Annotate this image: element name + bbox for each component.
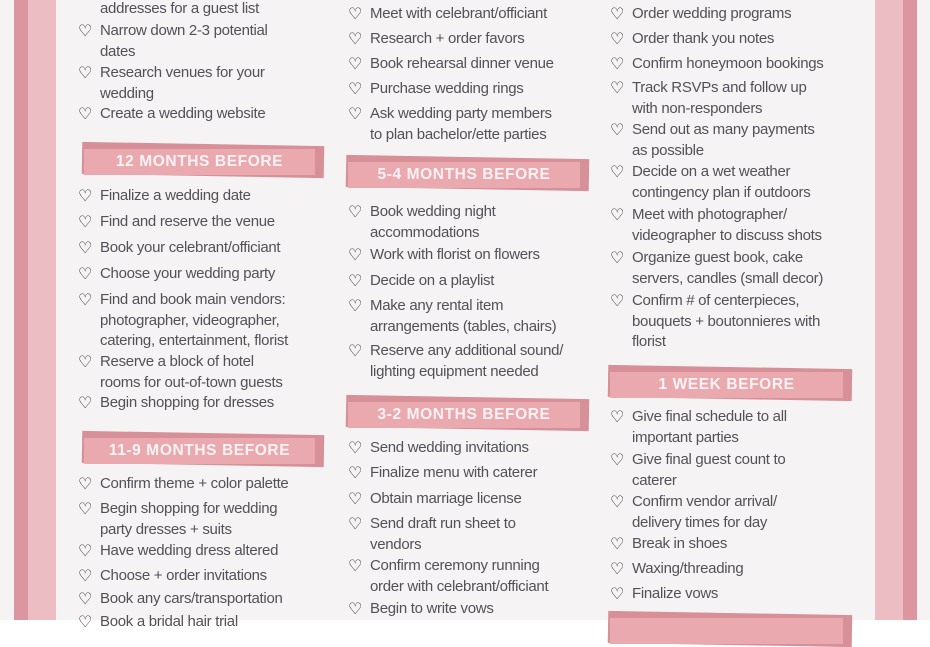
- item-text: [370, 79, 524, 100]
- right-border-light-stripe: [875, 0, 903, 620]
- item-text: [100, 589, 283, 610]
- item-text: [370, 29, 524, 50]
- item-text: [370, 271, 494, 292]
- section-header-label: 5-4 MONTHS BEFORE: [377, 166, 551, 183]
- heart-bullet-icon: ♡: [78, 63, 93, 82]
- left-border-dark-stripe: [14, 0, 28, 620]
- item-text-line: dates: [100, 42, 136, 60]
- item-text-line: Begin shopping for wedding: [100, 500, 278, 517]
- item-text-line: Create a wedding website: [100, 105, 266, 122]
- item-text-line: Track RSVPs and follow up: [632, 79, 807, 96]
- item-text-line: Order thank you notes: [632, 30, 775, 47]
- item-text: [100, 21, 268, 62]
- item-text-line: Obtain marriage license: [370, 490, 522, 507]
- heart-bullet-icon: ♡: [348, 438, 363, 457]
- item-text-line: Choose your wedding party: [100, 265, 276, 282]
- heart-bullet-icon: ♡: [78, 21, 93, 40]
- item-text-line: contingency plan if outdoors: [632, 183, 811, 201]
- heart-bullet-icon: ♡: [610, 29, 625, 48]
- section-header: [348, 162, 580, 188]
- heart-bullet-icon: ♡: [610, 492, 625, 511]
- item-text-line: videographer to discuss shots: [632, 226, 822, 244]
- item-text-line: accommodations: [370, 223, 480, 241]
- item-text: [632, 450, 785, 491]
- item-text: [100, 63, 265, 104]
- item-text: [100, 212, 275, 233]
- item-text-line: Work with florist on flowers: [370, 246, 540, 263]
- item-text: [370, 4, 547, 25]
- item-text-line: caterer: [632, 471, 677, 489]
- item-text-line: Find and reserve the venue: [100, 213, 275, 230]
- heart-bullet-icon: ♡: [78, 264, 93, 283]
- heart-bullet-icon: ♡: [348, 599, 363, 618]
- item-text-line: party dresses + suits: [100, 520, 232, 538]
- item-text-line: Research venues for your: [100, 64, 265, 81]
- heart-bullet-icon: ♡: [348, 489, 363, 508]
- heart-bullet-icon: ♡: [78, 589, 93, 608]
- item-text: [632, 29, 774, 50]
- item-text: [100, 0, 259, 20]
- item-text-line: Give final schedule to all: [632, 408, 787, 425]
- item-text: [370, 202, 496, 243]
- item-text: [370, 341, 563, 382]
- item-text-line: delivery times for day: [632, 513, 768, 531]
- heart-bullet-icon: ♡: [610, 205, 625, 224]
- item-text: [100, 612, 238, 633]
- heart-bullet-icon: ♡: [610, 120, 625, 139]
- item-text-line: Reserve a block of hotel: [100, 353, 254, 370]
- item-text: [632, 534, 727, 555]
- item-text: [100, 104, 265, 125]
- item-text-line: Confirm vendor arrival/: [632, 493, 777, 510]
- item-text-line: to plan bachelor/ette parties: [370, 125, 547, 143]
- item-text-line: Begin to write vows: [370, 600, 494, 617]
- item-text: [370, 245, 540, 266]
- item-text-line: Finalize menu with caterer: [370, 464, 538, 481]
- item-text-line: photographer, videographer,: [100, 311, 280, 329]
- heart-bullet-icon: ♡: [78, 566, 93, 585]
- header-ribbon-bar: [348, 162, 580, 188]
- left-border-light-stripe: [28, 0, 56, 620]
- item-text-line: bouquets + boutonnieres with: [632, 312, 820, 330]
- item-text-line: Book a bridal hair trial: [100, 613, 238, 630]
- item-text: [632, 492, 777, 533]
- heart-bullet-icon: ♡: [78, 290, 93, 309]
- section-header-label: [610, 618, 843, 644]
- item-text-line: Confirm ceremony running: [370, 557, 540, 574]
- item-text: [100, 238, 280, 259]
- item-text-line: lighting equipment needed: [370, 362, 539, 380]
- heart-bullet-icon: ♡: [348, 4, 363, 23]
- heart-bullet-icon: ♡: [348, 104, 363, 123]
- heart-bullet-icon: ♡: [348, 463, 363, 482]
- item-text-line: with non-responders: [632, 99, 763, 117]
- heart-bullet-icon: ♡: [348, 202, 363, 221]
- item-text-line: Send draft run sheet to: [370, 515, 516, 532]
- item-text: [632, 407, 787, 448]
- heart-bullet-icon: ♡: [78, 238, 93, 257]
- heart-bullet-icon: ♡: [348, 556, 363, 575]
- section-header-partial: [610, 618, 843, 644]
- item-text-line: wedding: [100, 84, 154, 102]
- item-text-line: Give final guest count to: [632, 451, 786, 468]
- heart-bullet-icon: ♡: [78, 499, 93, 518]
- item-text: [632, 248, 823, 289]
- item-text: [632, 78, 807, 119]
- item-text-line: Narrow down 2-3 potential: [100, 22, 268, 39]
- item-text: [100, 566, 267, 587]
- heart-bullet-icon: ♡: [610, 291, 625, 310]
- item-text: [632, 291, 820, 353]
- heart-bullet-icon: ♡: [348, 271, 363, 290]
- item-text-line: Send wedding invitations: [370, 439, 529, 456]
- item-text-line: Finalize a wedding date: [100, 187, 251, 204]
- item-text: [632, 54, 823, 75]
- heart-bullet-icon: ♡: [348, 29, 363, 48]
- item-text-line: florist: [632, 333, 666, 350]
- item-text: [370, 599, 494, 620]
- item-text-line: Waxing/threading: [632, 560, 744, 577]
- header-ribbon-bar: [84, 438, 315, 464]
- item-text: [370, 54, 554, 75]
- item-text-line: servers, candles (small decor): [632, 269, 824, 287]
- item-text: [632, 4, 791, 25]
- heart-bullet-icon: ♡: [610, 162, 625, 181]
- item-text-line: Purchase wedding rings: [370, 80, 524, 97]
- item-text-line: Break in shoes: [632, 535, 728, 552]
- section-header: [348, 402, 580, 428]
- heart-bullet-icon: ♡: [78, 541, 93, 560]
- item-text: [370, 556, 548, 597]
- item-text-line: Confirm honeymoon bookings: [632, 55, 824, 72]
- header-ribbon-bar: [84, 149, 315, 175]
- heart-bullet-icon: ♡: [610, 559, 625, 578]
- right-border-dark-stripe: [903, 0, 917, 620]
- item-text: [100, 264, 275, 285]
- heart-bullet-icon: ♡: [610, 584, 625, 603]
- section-header-label: 11-9 MONTHS BEFORE: [108, 442, 291, 459]
- item-text-line: Meet with photographer/: [632, 206, 787, 223]
- section-header-label: 1 WEEK BEFORE: [658, 376, 795, 393]
- item-text-line: Book wedding night: [370, 203, 496, 220]
- item-text: [632, 584, 718, 605]
- heart-bullet-icon: ♡: [78, 352, 93, 371]
- heart-bullet-icon: ♡: [348, 245, 363, 264]
- item-text-line: Find and book main vendors:: [100, 291, 286, 308]
- section-header: [84, 438, 315, 464]
- item-text-line: Choose + order invitations: [100, 567, 267, 584]
- item-text-line: Have wedding dress altered: [100, 542, 279, 559]
- item-text: [632, 162, 810, 203]
- heart-bullet-icon: ♡: [78, 186, 93, 205]
- header-ribbon-bar: [348, 402, 580, 428]
- heart-bullet-icon: ♡: [78, 393, 93, 412]
- heart-bullet-icon: ♡: [78, 612, 93, 631]
- heart-bullet-icon: ♡: [610, 54, 625, 73]
- item-text: [370, 438, 529, 459]
- item-text: [370, 489, 522, 510]
- item-text-line: Ask wedding party members: [370, 105, 552, 122]
- item-text-line: addresses for a guest list: [100, 0, 259, 17]
- item-text-line: important parties: [632, 428, 739, 446]
- item-text: [100, 352, 283, 393]
- item-text-line: Book rehearsal dinner venue: [370, 55, 554, 72]
- heart-bullet-icon: ♡: [348, 341, 363, 360]
- heart-bullet-icon: ♡: [348, 514, 363, 533]
- item-text: [100, 186, 251, 207]
- item-text-line: Begin shopping for dresses: [100, 394, 274, 411]
- item-text: [632, 120, 815, 161]
- heart-bullet-icon: ♡: [348, 54, 363, 73]
- item-text: [370, 463, 537, 484]
- section-header: [610, 372, 843, 398]
- item-text: [100, 499, 277, 540]
- item-text-line: Book your celebrant/officiant: [100, 239, 281, 256]
- item-text-line: Decide on a wet weather: [632, 163, 791, 180]
- heart-bullet-icon: ♡: [610, 4, 625, 23]
- item-text: [100, 474, 288, 495]
- heart-bullet-icon: ♡: [78, 104, 93, 123]
- item-text-line: Decide on a playlist: [370, 272, 495, 289]
- item-text: [370, 514, 516, 555]
- item-text: [370, 296, 556, 337]
- heart-bullet-icon: ♡: [348, 296, 363, 315]
- item-text-line: arrangements (tables, chairs): [370, 317, 557, 335]
- item-text-line: Research + order favors: [370, 30, 525, 47]
- section-header: [84, 149, 315, 175]
- item-text-line: Reserve any additional sound/: [370, 342, 564, 359]
- item-text-line: order with celebrant/officiant: [370, 577, 549, 595]
- header-ribbon-bar: [610, 372, 843, 398]
- item-text-line: Finalize vows: [632, 585, 719, 602]
- heart-bullet-icon: ♡: [348, 79, 363, 98]
- item-text: [100, 290, 288, 352]
- item-text-line: catering, entertainment, florist: [100, 332, 288, 349]
- item-text-line: vendors: [370, 535, 422, 553]
- item-text-line: Meet with celebrant/officiant: [370, 5, 547, 22]
- item-text-line: Confirm theme + color palette: [100, 475, 289, 492]
- item-text-line: Confirm # of centerpieces,: [632, 292, 800, 309]
- heart-bullet-icon: ♡: [610, 248, 625, 267]
- item-text-line: Book any cars/transportation: [100, 590, 283, 607]
- item-text: [100, 393, 274, 414]
- item-text-line: as possible: [632, 141, 704, 159]
- item-text: [632, 205, 822, 246]
- item-text-line: Make any rental item: [370, 297, 504, 314]
- heart-bullet-icon: ♡: [610, 78, 625, 97]
- heart-bullet-icon: ♡: [610, 534, 625, 553]
- header-ribbon-bar: [610, 618, 843, 644]
- item-text-line: Send out as many payments: [632, 121, 815, 138]
- item-text-line: rooms for out-of-town guests: [100, 373, 283, 391]
- heart-bullet-icon: ♡: [78, 212, 93, 231]
- section-header-label: 12 MONTHS BEFORE: [115, 153, 284, 170]
- heart-bullet-icon: ♡: [78, 474, 93, 493]
- item-text-line: Organize guest book, cake: [632, 249, 803, 266]
- item-text: [632, 559, 743, 580]
- item-text: [370, 104, 552, 145]
- item-text-line: Order wedding programs: [632, 5, 792, 22]
- heart-bullet-icon: ♡: [610, 450, 625, 469]
- heart-bullet-icon: ♡: [610, 407, 625, 426]
- item-text: [100, 541, 278, 562]
- section-header-label: 3-2 MONTHS BEFORE: [377, 406, 551, 423]
